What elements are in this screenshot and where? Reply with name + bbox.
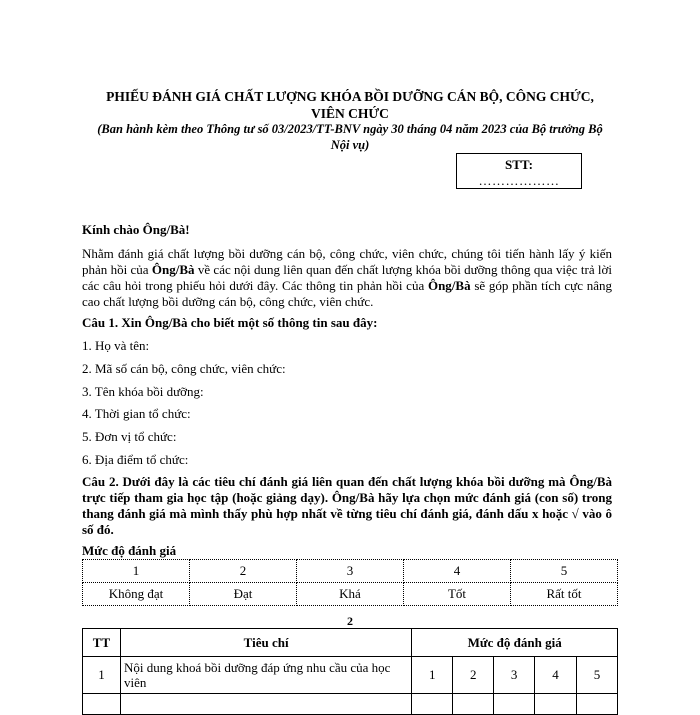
criteria-table [82, 628, 618, 715]
scale-label: Mức độ đánh giá [82, 543, 177, 558]
info-item-organizer: 5. Đơn vị tổ chức: [82, 429, 177, 444]
intro-part-2: về các nội dung liên quan đến chất lượng khóa bồi dưỡng thông qua việc trả lời các câu hỏi trong phiếu hỏi dưới đây. Các thông tin phản hồi của [82, 262, 613, 293]
intro-part-3: sẽ góp phần tích cực nâng cao chất lượng bồi dưỡng cán bộ, công chức, viên chức. [82, 278, 612, 309]
scale-num-1: 1 [83, 560, 190, 583]
document-title: PHIẾU ĐÁNH GIÁ CHẤT LƯỢNG KHÓA BỒI DƯỠNG CÁN BỘ, CÔNG CHỨC, VIÊN CHỨC [106, 89, 594, 121]
header-tt: TT [83, 629, 121, 657]
table-row [83, 694, 618, 715]
blank-cell [83, 694, 121, 715]
info-item-name: 1. Họ và tên: [82, 338, 150, 353]
info-item-time: 4. Thời gian tổ chức: [82, 406, 191, 421]
scale-text-4: Tốt [404, 583, 511, 606]
rating-cell-3[interactable]: 3 [494, 657, 535, 694]
blank-cell [412, 694, 453, 715]
criteria-header-row [83, 629, 618, 657]
intro-part-1: Nhằm đánh giá chất lượng bồi dưỡng cán bộ, công chức, viên chức, chúng tôi tiến hành lấy ý kiến phản hồi của [82, 246, 612, 277]
intro-bold-1: Ông/Bà [151, 262, 195, 277]
stt-label: STT: [505, 157, 533, 172]
blank-cell [577, 694, 618, 715]
info-item-location: 6. Địa điểm tổ chức: [82, 452, 189, 467]
question2-heading: Câu 2. Dưới đây là các tiêu chí đánh giá liên quan đến chất lượng khóa bồi dưỡng mà Ông/Bà trực tiếp tham gia học tập (hoặc giảng dạy). Ông/Bà hãy lựa chọn mức đánh giá (con số) trong thang đánh giá mà mình thấy phù hợp nhất về từng tiêu chí đánh giá, đánh dấu x hoặc √ vào ô số đó. [82, 474, 612, 537]
scale-text-row [83, 583, 618, 606]
blank-cell [494, 694, 535, 715]
scale-text-2: Đạt [190, 583, 297, 606]
document-subtitle: (Ban hành kèm theo Thông tư số 03/2023/TT-BNV ngày 30 tháng 04 năm 2023 của Bộ trưởng Bộ Nội vụ) [97, 122, 603, 152]
rating-cell-4[interactable]: 4 [535, 657, 577, 694]
scale-text-3: Khá [297, 583, 404, 606]
rating-cell-2[interactable]: 2 [453, 657, 494, 694]
table-row [83, 657, 618, 694]
intro-paragraph [82, 246, 612, 310]
row-criteria: Nội dung khoá bồi dưỡng đáp ứng nhu cầu của học viên [120, 657, 411, 694]
scale-number-row [83, 560, 618, 583]
scale-num-5: 5 [511, 560, 618, 583]
scale-text-5: Rất tốt [511, 583, 618, 606]
rating-cell-5[interactable]: 5 [577, 657, 618, 694]
intro-bold-2: Ông/Bà [427, 278, 471, 293]
blank-cell [120, 694, 411, 715]
row-tt: 1 [83, 657, 121, 694]
question1-heading: Câu 1. Xin Ông/Bà cho biết một số thông tin sau đây: [82, 315, 378, 330]
header-rating: Mức độ đánh giá [412, 629, 618, 657]
scale-num-2: 2 [190, 560, 297, 583]
page-number: 2 [347, 614, 353, 628]
scale-num-4: 4 [404, 560, 511, 583]
scale-num-3: 3 [297, 560, 404, 583]
stt-value: ……………… [478, 173, 560, 188]
greeting: Kính chào Ông/Bà! [82, 222, 190, 237]
blank-cell [535, 694, 577, 715]
scale-text-1: Không đạt [83, 583, 190, 606]
header-criteria: Tiêu chí [120, 629, 411, 657]
blank-cell [453, 694, 494, 715]
rating-scale-table [82, 559, 618, 606]
stt-box [456, 153, 582, 189]
info-item-course-name: 3. Tên khóa bồi dưỡng: [82, 384, 204, 399]
rating-cell-1[interactable]: 1 [412, 657, 453, 694]
info-item-staff-code: 2. Mã số cán bộ, công chức, viên chức: [82, 361, 286, 376]
